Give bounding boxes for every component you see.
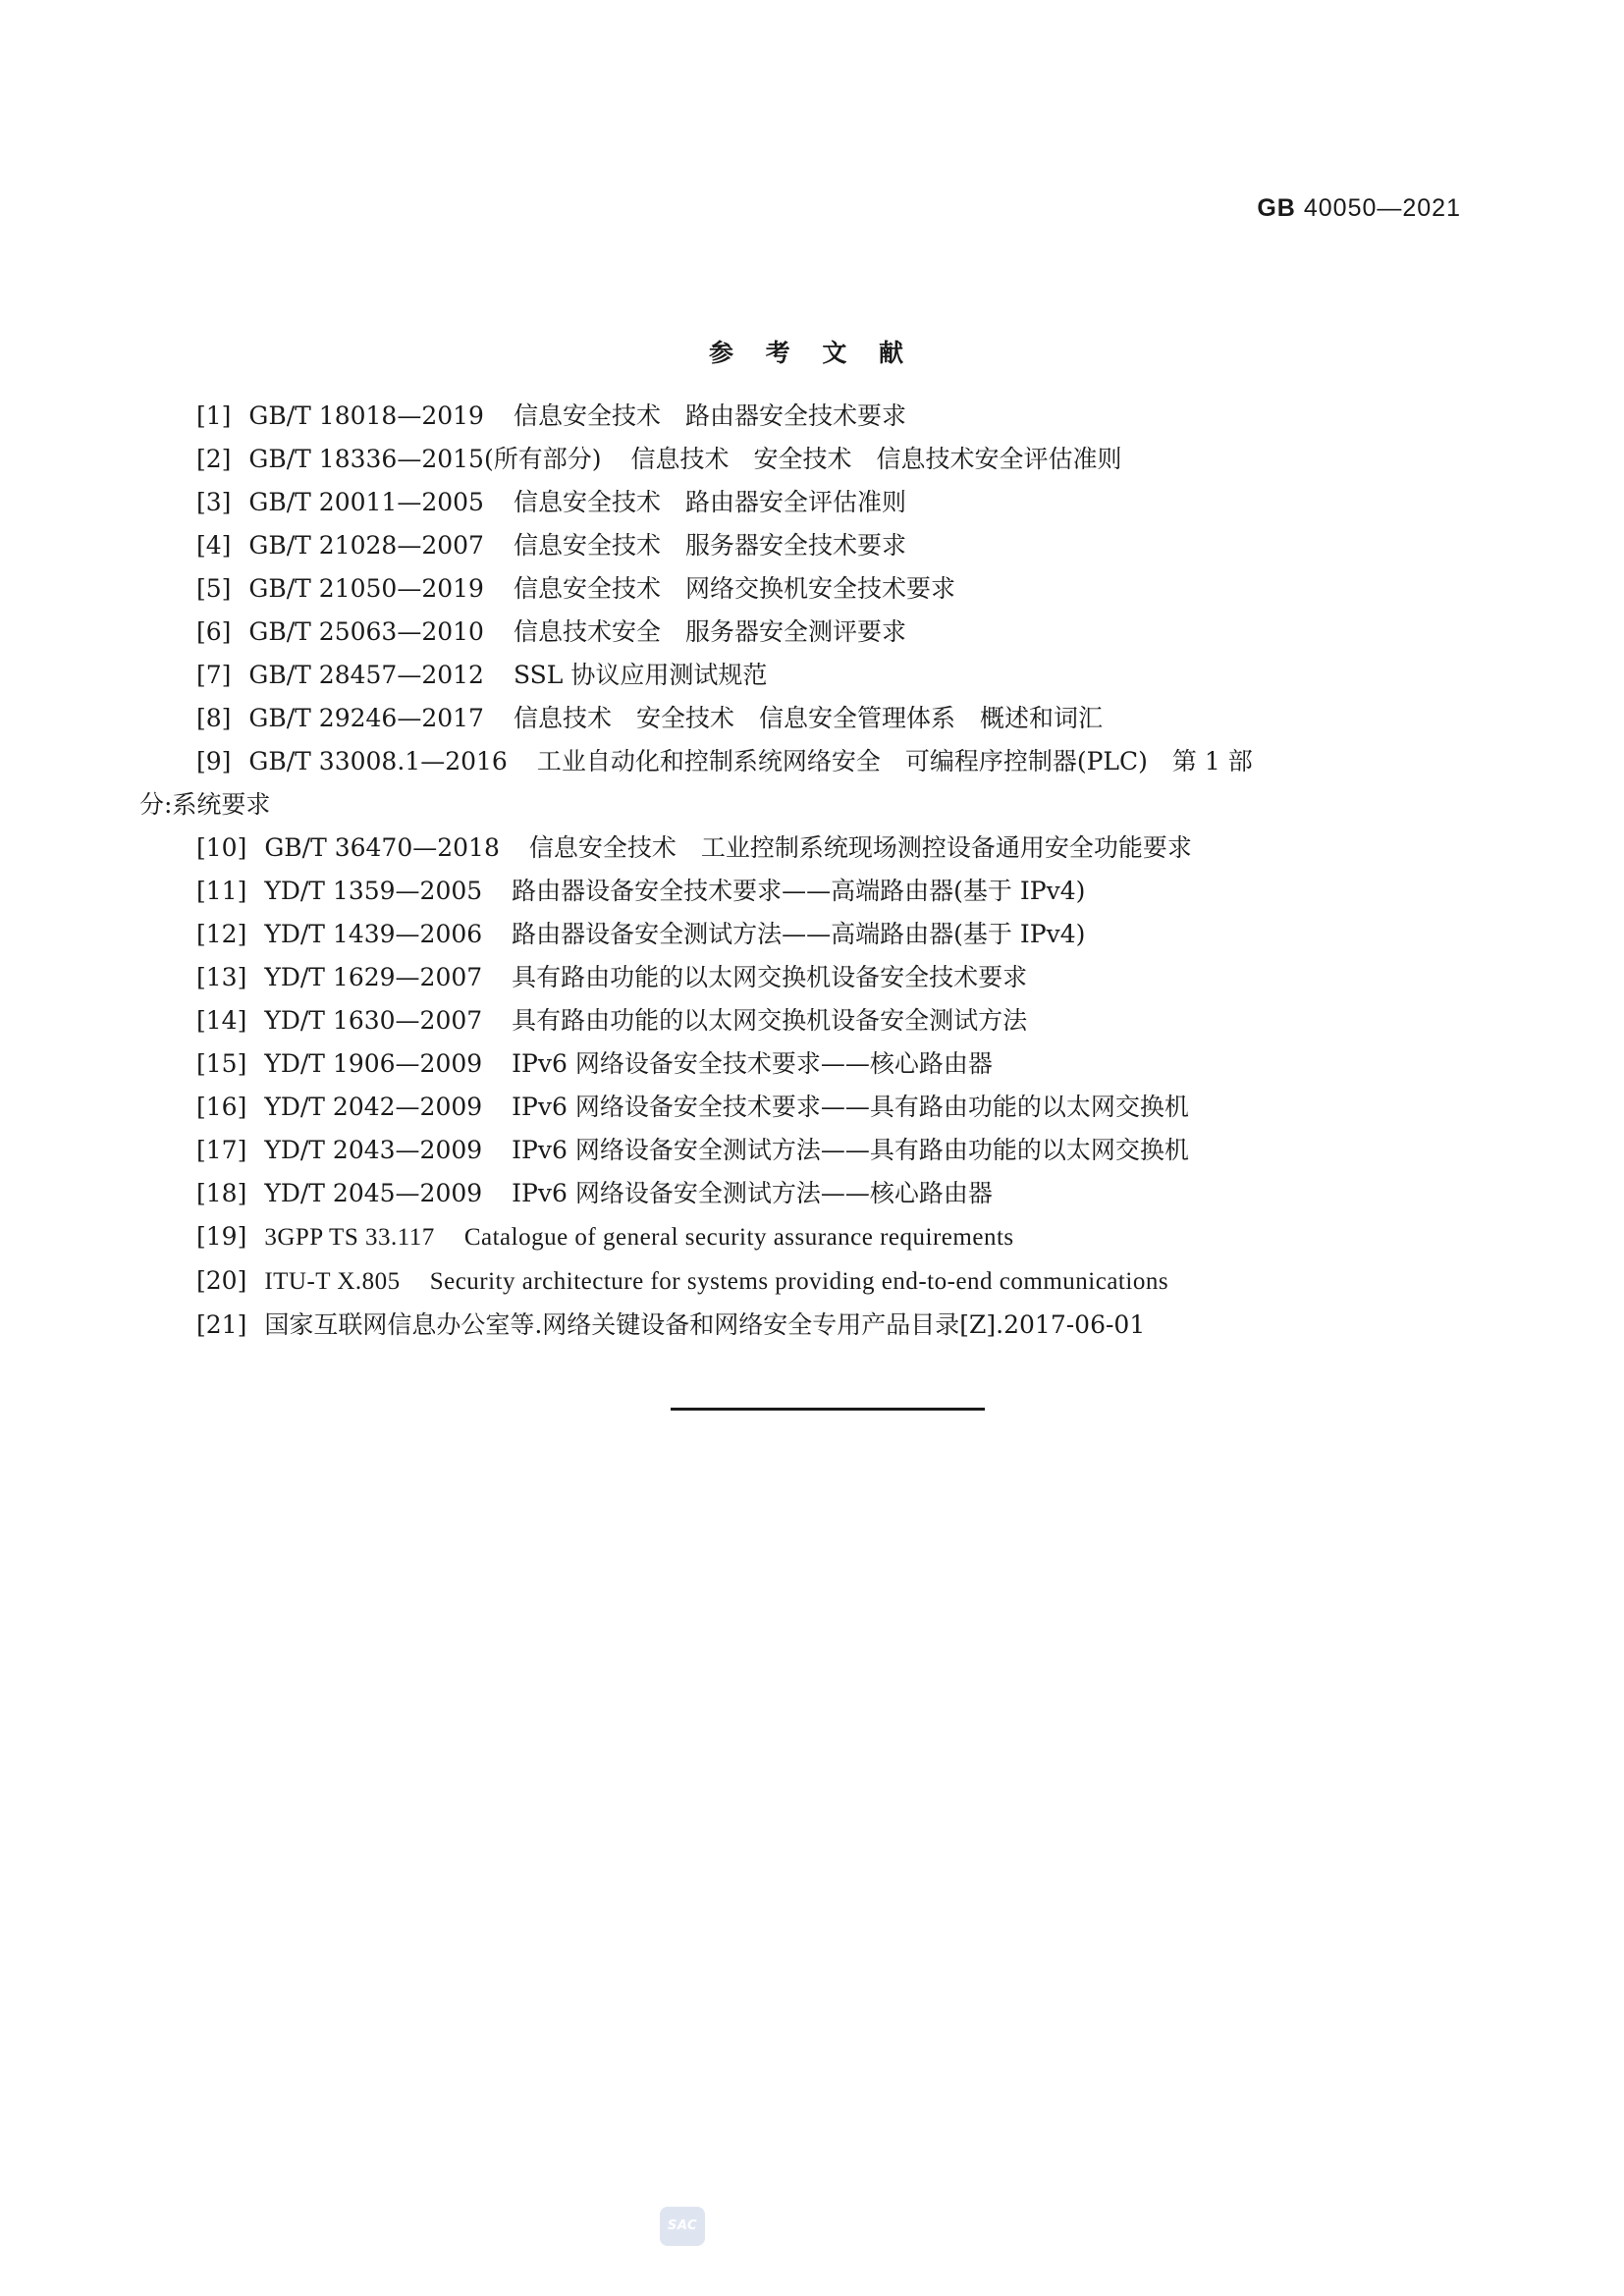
reference-number: [1] bbox=[196, 401, 232, 430]
reference-code: GB/T 21028—2007 bbox=[248, 531, 484, 560]
reference-code: YD/T 2043—2009 bbox=[264, 1136, 483, 1164]
reference-title: 工业自动化和控制系统网络安全 可编程序控制器(PLC) 第 1 部 bbox=[536, 747, 1253, 775]
reference-title: 国家互联网信息办公室等.网络关键设备和网络安全专用产品目录[Z].2017-06-01 bbox=[264, 1310, 1146, 1339]
reference-title: 路由器设备安全测试方法——高端路由器(基于 IPv4) bbox=[512, 920, 1086, 948]
reference-code: GB/T 33008.1—2016 bbox=[248, 747, 508, 775]
reference-title: 具有路由功能的以太网交换机设备安全测试方法 bbox=[512, 1006, 1028, 1035]
reference-item bbox=[196, 654, 1461, 697]
reference-number: [21] bbox=[196, 1310, 247, 1339]
reference-code: GB/T 29246—2017 bbox=[248, 704, 484, 732]
reference-code: YD/T 1906—2009 bbox=[264, 1049, 483, 1078]
reference-title: 具有路由功能的以太网交换机设备安全技术要求 bbox=[512, 963, 1028, 991]
reference-title: IPv6 网络设备安全技术要求——核心路由器 bbox=[512, 1049, 993, 1078]
reference-number: [9] bbox=[196, 747, 232, 775]
reference-title: 信息安全技术 服务器安全技术要求 bbox=[513, 531, 906, 560]
reference-number: [16] bbox=[196, 1093, 247, 1121]
reference-title: 信息安全技术 网络交换机安全技术要求 bbox=[513, 574, 955, 603]
reference-item bbox=[196, 827, 1461, 870]
sac-watermark-logo: SAC bbox=[660, 2207, 705, 2246]
reference-title: Security architecture for systems providing end-to-end communications bbox=[429, 1268, 1169, 1295]
reference-item bbox=[196, 1215, 1461, 1259]
reference-number: [3] bbox=[196, 488, 232, 516]
reference-number: [4] bbox=[196, 531, 232, 560]
reference-title: 信息安全技术 工业控制系统现场测控设备通用安全功能要求 bbox=[528, 833, 1192, 862]
reference-title-continuation: 分:系统要求 bbox=[139, 790, 271, 819]
reference-code: 3GPP TS 33.117 bbox=[264, 1224, 435, 1251]
reference-title: 路由器设备安全技术要求——高端路由器(基于 IPv4) bbox=[512, 877, 1086, 905]
reference-code: YD/T 1630—2007 bbox=[264, 1006, 483, 1035]
reference-item bbox=[196, 1042, 1461, 1086]
reference-code: GB/T 20011—2005 bbox=[248, 488, 484, 516]
reference-number: [5] bbox=[196, 574, 232, 603]
reference-code: YD/T 2045—2009 bbox=[264, 1179, 483, 1207]
reference-number: [15] bbox=[196, 1049, 247, 1078]
reference-item bbox=[196, 1172, 1461, 1215]
reference-number: [18] bbox=[196, 1179, 247, 1207]
reference-list bbox=[139, 395, 1461, 1347]
reference-title: 信息技术安全 服务器安全测评要求 bbox=[513, 617, 906, 646]
reference-number: [20] bbox=[196, 1266, 247, 1295]
reference-item bbox=[196, 524, 1461, 567]
reference-item bbox=[196, 395, 1461, 438]
reference-code: YD/T 1359—2005 bbox=[264, 877, 483, 905]
reference-code: GB/T 21050—2019 bbox=[248, 574, 484, 603]
reference-number: [11] bbox=[196, 877, 247, 905]
reference-item bbox=[196, 697, 1461, 740]
reference-code: ITU-T X.805 bbox=[264, 1268, 401, 1295]
reference-title: IPv6 网络设备安全测试方法——核心路由器 bbox=[512, 1179, 993, 1207]
reference-number: [17] bbox=[196, 1136, 247, 1164]
reference-title: 信息技术 安全技术 信息安全管理体系 概述和词汇 bbox=[513, 704, 1103, 732]
reference-title: 信息安全技术 路由器安全评估准则 bbox=[513, 488, 906, 516]
reference-item bbox=[196, 611, 1461, 654]
reference-code: YD/T 1629—2007 bbox=[264, 963, 483, 991]
reference-title: IPv6 网络设备安全技术要求——具有路由功能的以太网交换机 bbox=[512, 1093, 1189, 1121]
standard-number: 40050—2021 bbox=[1303, 194, 1461, 222]
reference-code: GB/T 28457—2012 bbox=[248, 661, 484, 689]
reference-number: [6] bbox=[196, 617, 232, 646]
reference-item bbox=[139, 740, 1461, 827]
reference-item bbox=[196, 956, 1461, 999]
reference-number: [13] bbox=[196, 963, 247, 991]
reference-title: IPv6 网络设备安全测试方法——具有路由功能的以太网交换机 bbox=[512, 1136, 1189, 1164]
reference-code: YD/T 2042—2009 bbox=[264, 1093, 483, 1121]
reference-item bbox=[196, 438, 1461, 481]
reference-title: 信息安全技术 路由器安全技术要求 bbox=[513, 401, 906, 430]
reference-item bbox=[196, 1259, 1461, 1304]
reference-code: GB/T 25063—2010 bbox=[248, 617, 484, 646]
reference-item bbox=[196, 999, 1461, 1042]
reference-item bbox=[196, 1304, 1461, 1347]
reference-code: GB/T 36470—2018 bbox=[264, 833, 500, 862]
standard-prefix: GB bbox=[1257, 194, 1296, 222]
reference-number: [8] bbox=[196, 704, 232, 732]
reference-item bbox=[196, 567, 1461, 611]
end-of-document-rule bbox=[671, 1408, 985, 1411]
reference-item bbox=[196, 481, 1461, 524]
reference-code: GB/T 18336—2015(所有部分) bbox=[248, 445, 602, 473]
reference-number: [14] bbox=[196, 1006, 247, 1035]
reference-title: SSL 协议应用测试规范 bbox=[513, 661, 768, 689]
reference-number: [2] bbox=[196, 445, 232, 473]
reference-title: 信息技术 安全技术 信息技术安全评估准则 bbox=[630, 445, 1122, 473]
standard-number-header bbox=[1257, 194, 1461, 223]
reference-number: [10] bbox=[196, 833, 247, 862]
reference-number: [12] bbox=[196, 920, 247, 948]
reference-item bbox=[196, 1129, 1461, 1172]
reference-number: [7] bbox=[196, 661, 232, 689]
reference-item bbox=[196, 1086, 1461, 1129]
section-title: 参 考 文 献 bbox=[708, 339, 916, 367]
reference-title: Catalogue of general security assurance requirements bbox=[463, 1224, 1014, 1251]
reference-code: GB/T 18018—2019 bbox=[248, 401, 484, 430]
reference-item bbox=[196, 913, 1461, 956]
reference-number: [19] bbox=[196, 1222, 247, 1251]
reference-code: YD/T 1439—2006 bbox=[264, 920, 483, 948]
reference-item bbox=[196, 870, 1461, 913]
